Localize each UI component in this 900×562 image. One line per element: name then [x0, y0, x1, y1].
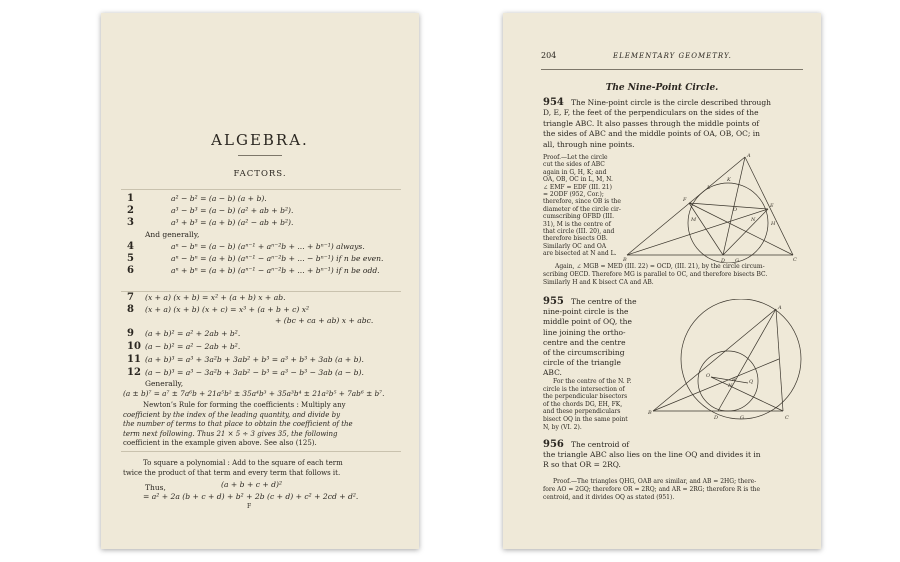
- formula-number: 7: [127, 292, 134, 303]
- text-line: that circle (III. 20), and: [543, 228, 615, 235]
- figure-point-label: R: [732, 377, 736, 383]
- text-line: of the circumscribing: [543, 348, 625, 357]
- fig1-chord-fe: [689, 203, 768, 209]
- figure-point-label: Q: [749, 379, 754, 385]
- text-line: For the centre of the N. P.: [553, 378, 632, 385]
- formula: (a − b)² = a² − 2ab + b².: [145, 342, 241, 351]
- text-line: are bisected at N and L.: [543, 250, 617, 258]
- text-line: therefore bisects OB.: [543, 235, 608, 243]
- fig1-side-ac: [745, 157, 793, 255]
- fig2-circumcircle: [681, 299, 801, 419]
- binomial-expansion: (a ± b)⁷ = a⁷ ± 7a⁶b + 21a⁵b² ± 35a⁴b³ + 35a³b⁴ ± 21a²b⁵ + 7ab⁶ ± b⁷.: [123, 389, 385, 398]
- text-line: Similarly OC and OA: [543, 242, 607, 250]
- figure-point-label: N: [751, 217, 756, 223]
- formula: + (bc + ca + ab) x + abc.: [275, 316, 374, 325]
- formula: (a + b)² = a² + 2ab + b².: [145, 329, 241, 338]
- formula-number: 9: [127, 328, 134, 339]
- group-divider: [121, 291, 401, 292]
- formula-number: 4: [127, 241, 134, 252]
- signature-mark: F: [247, 503, 252, 510]
- and-generally-text: And generally,: [145, 230, 200, 239]
- figure-point-label: G: [735, 258, 739, 263]
- text-line: N, by (VI. 2).: [543, 423, 582, 431]
- formula-number: 8: [127, 304, 134, 315]
- formula-number: 3: [127, 217, 134, 228]
- text-line: The Nine-point circle is the circle described through: [571, 98, 771, 107]
- formula: (a + b)³ = a³ + 3a²b + 3ab² + b³ = a³ + b³ + 3ab (a + b).: [145, 355, 364, 364]
- text-line: R so that OR = 2RQ.: [543, 460, 621, 470]
- nine-point-figure-2: [648, 299, 813, 439]
- text-line: Again, ∠ MGB = MED (III. 22) = OCD, (III. 21), by the circle circum-: [555, 263, 765, 270]
- text-line: scribing OECD. Therefore MG is parallel to OC, and therefore bisects BC.: [543, 271, 768, 278]
- newton-rule-line: coefficient in the example given above. See also (125).: [123, 439, 317, 448]
- text-line: Proof.—Let the circle: [543, 154, 608, 161]
- text-line: 31), M is the centre of: [543, 220, 611, 228]
- text-line: fore AO = 2GQ; therefore OR = 2RQ; and AR = 2RG; therefore R is the: [543, 486, 761, 493]
- figure-point-label: O: [733, 207, 738, 213]
- figure-point-label: B: [623, 257, 627, 263]
- left-page: [101, 13, 419, 549]
- text-line: cumscribing OFBD (III.: [543, 213, 615, 221]
- text-line: the triangle ABC also lies on the line OQ and divides it in: [543, 450, 761, 460]
- header-rule: [541, 69, 803, 70]
- formula: a³ − b³ = (a − b) (a² + ab + b²).: [171, 206, 294, 215]
- text-line: The centre of the: [571, 297, 637, 306]
- text-line: circle is the intersection of: [543, 385, 625, 393]
- newton-rule-line: coefficient by the index of the leading quantity, and divide by: [123, 410, 341, 419]
- article-955-number: 955: [543, 296, 564, 307]
- page-number: 204: [541, 51, 557, 60]
- formula-number: 1: [127, 193, 134, 204]
- formula: a³ + b³ = (a + b) (a² − ab + b²).: [171, 218, 294, 227]
- text-line: middle point of OQ, the: [543, 317, 632, 327]
- text-line: circle of the triangle: [543, 358, 621, 368]
- figure-point-label: O: [706, 373, 711, 379]
- text-line: therefore, since OB is the: [543, 198, 621, 206]
- formula-number: 12: [127, 367, 141, 378]
- formula: a² − b² = (a − b) (a + b).: [171, 194, 267, 203]
- text-line: all, through nine points.: [543, 139, 635, 149]
- fig2-line-co: [711, 377, 783, 411]
- formula-number: 11: [127, 354, 141, 365]
- text-line: of the chords DG, EH, FK,: [543, 400, 623, 408]
- figure-point-label: H: [771, 221, 776, 227]
- fig2-side-ab: [653, 309, 776, 411]
- figure-point-label: D: [714, 415, 719, 421]
- running-head: ELEMENTARY GEOMETRY.: [613, 52, 732, 60]
- text-line: ABC.: [543, 368, 562, 378]
- figure-point-label: G: [740, 415, 744, 421]
- text-line: bisect OQ in the same point: [543, 416, 628, 423]
- formula: (x + a) (x + b) = x² + (a + b) x + ab.: [145, 293, 286, 302]
- figure-point-label: D: [721, 258, 726, 263]
- figure-point-label: N: [728, 383, 733, 389]
- fig2-nine-point-circle: [698, 351, 758, 411]
- fig1-chord-de: [723, 209, 768, 255]
- formula: aⁿ + bⁿ = (a + b) (aⁿ⁻¹ − aⁿ⁻²b + ... + bⁿ⁻¹) if n be odd.: [171, 266, 380, 275]
- formula: (x + a) (x + b) (x + c) = x³ + (a + b + c) x²: [145, 305, 310, 314]
- fig2-line-be: [653, 359, 779, 411]
- formula-number: 10: [127, 341, 141, 352]
- formula: aⁿ − bⁿ = (a − b) (aⁿ⁻¹ + aⁿ⁻²b + ... + bⁿ⁻¹) always.: [171, 242, 365, 251]
- square-rule-line: To square a polynomial : Add to the square of each term: [143, 459, 343, 467]
- newton-rule-line: the number of terms to that place to obtain the coefficient of the: [123, 420, 353, 429]
- text-line: Similarly H and K bisect CA and AB.: [543, 279, 654, 286]
- newton-rule-line: Newton’s Rule for forming the coefficients : Multiply any: [143, 401, 346, 409]
- section-heading: FACTORS.: [233, 169, 287, 179]
- polynomial-divider: [121, 451, 401, 452]
- formula-number: 5: [127, 253, 134, 264]
- nine-point-figure-1: [623, 151, 803, 263]
- formula-number: 2: [127, 205, 134, 216]
- figure-point-label: A: [747, 153, 751, 159]
- page-title: ALGEBRA.: [211, 131, 309, 149]
- square-equation-2: = a² + 2a (b + c + d) + b² + 2b (c + d) + c² + 2cd + d².: [143, 492, 359, 501]
- text-line: centroid, and it divides OQ as stated (951).: [543, 494, 675, 501]
- newton-rule-line: term next following. Thus 21 × 5 ÷ 3 gives 35, the following: [123, 429, 338, 438]
- generally-text: Generally,: [145, 379, 184, 388]
- formula: aⁿ − bⁿ = (a + b) (aⁿ⁻¹ − aⁿ⁻²b + ... − bⁿ⁻¹) if n be even.: [171, 254, 384, 263]
- text-line: diameter of the circle cir-: [543, 205, 621, 213]
- fig1-altitude-cf: [689, 203, 793, 255]
- section-title: The Nine-Point Circle.: [605, 83, 719, 93]
- fig2-line-ad: [718, 309, 776, 411]
- text-line: The centroid of: [571, 440, 630, 449]
- figure-point-label: C: [793, 257, 797, 263]
- fig1-chord-df: [689, 203, 723, 255]
- article-956-number: 956: [543, 439, 564, 450]
- text-line: ∠ EMF = EDF (III. 21): [543, 183, 612, 191]
- text-line: line joining the ortho-: [543, 327, 626, 337]
- text-line: triangle ABC. It also passes through the middle points of: [543, 118, 760, 128]
- title-rule: [238, 155, 282, 156]
- formula-number: 6: [127, 265, 134, 276]
- square-equation-1: (a + b + c + d)²: [221, 480, 283, 489]
- figure-point-label: M: [691, 217, 697, 223]
- article-954-number: 954: [543, 97, 564, 108]
- figure-point-label: F: [683, 197, 687, 203]
- figure-point-label: K: [727, 177, 731, 183]
- square-rule-line: twice the product of that term and every term that follows it.: [123, 469, 341, 477]
- text-line: OA, OB, OC in L, M, N.: [543, 176, 613, 184]
- text-line: nine-point circle is the: [543, 307, 629, 317]
- section-divider: [121, 189, 401, 190]
- text-line: Proof.—The triangles QHG, OAB are similar, and AB = 2HG; there-: [553, 478, 757, 485]
- right-page: [503, 13, 821, 549]
- figure-point-label: A: [778, 305, 782, 311]
- text-line: = 2ODF (952, Cor.);: [543, 191, 604, 198]
- text-line: the perpendicular bisectors: [543, 393, 628, 401]
- text-line: D, E, F, the feet of the perpendiculars on the sides of the: [543, 108, 759, 118]
- thus-text: Thus,: [145, 483, 166, 492]
- figure-point-label: C: [785, 415, 789, 421]
- figure-point-label: E: [770, 203, 774, 209]
- figure-point-label: L: [707, 185, 711, 191]
- fig1-nine-point-circle: [688, 183, 768, 263]
- figure-point-label: B: [648, 410, 652, 416]
- text-line: cut the sides of ABC: [543, 161, 605, 169]
- text-line: the sides of ABC and the middle points of OA, OB, OC; in: [543, 129, 760, 139]
- text-line: and these perpendiculars: [543, 408, 621, 416]
- text-line: centre and the centre: [543, 337, 626, 347]
- text-line: again in G, H, K; and: [543, 168, 607, 176]
- formula: (a − b)³ = a³ − 3a²b + 3ab² − b³ = a³ − b³ − 3ab (a − b).: [145, 368, 364, 377]
